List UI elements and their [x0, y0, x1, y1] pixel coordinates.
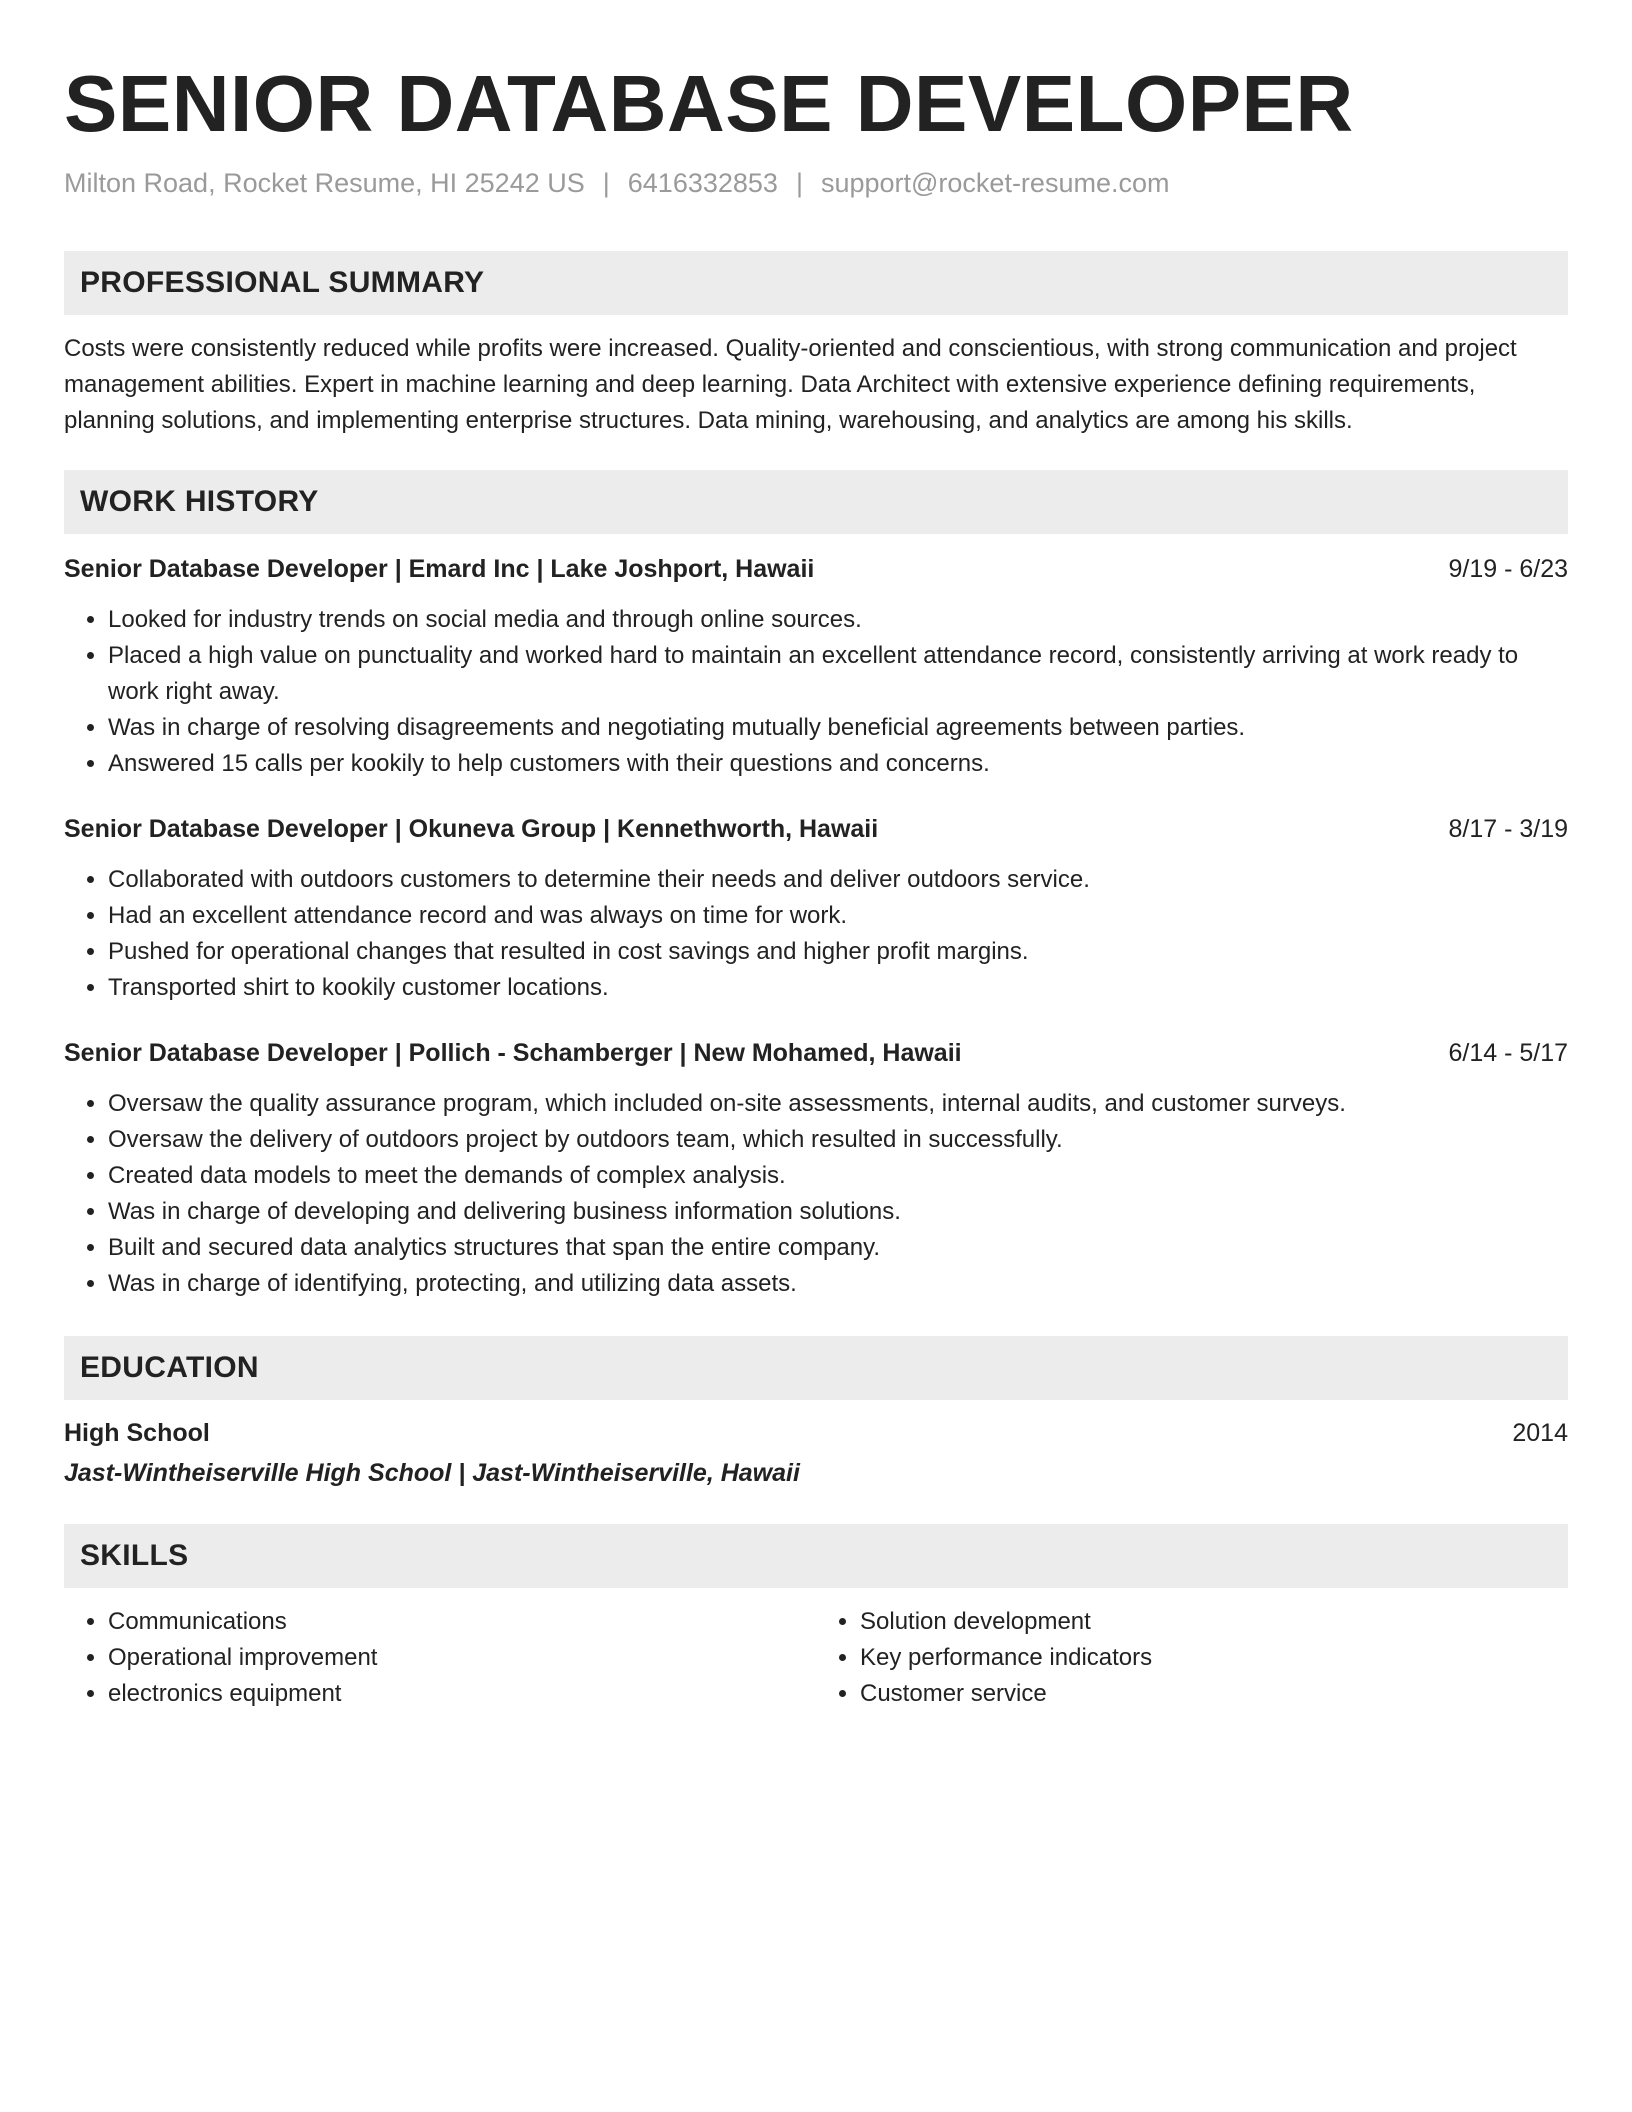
contact-phone: 6416332853: [627, 168, 778, 198]
skills-column-left: [64, 1604, 816, 1712]
contact-address: Milton Road, Rocket Resume, HI 25242 US: [64, 168, 585, 198]
job-bullets: [64, 862, 1568, 1006]
contact-email: support@rocket-resume.com: [820, 168, 1170, 198]
section-header-work-history: WORK HISTORY: [64, 470, 1568, 534]
job-bullet: • Pushed for operational changes that resulted in cost savings and higher profit margins.: [108, 934, 1568, 970]
job-bullet: • Looked for industry trends on social media and through online sources.: [108, 602, 1568, 638]
job-bullet: • Collaborated with outdoors customers to determine their needs and deliver outdoors service.: [108, 862, 1568, 898]
job-entry: [64, 1036, 1568, 1302]
job-title: Senior Database Developer | Emard Inc | Lake Joshport, Hawaii: [64, 555, 815, 583]
job-header: [64, 1036, 1568, 1070]
job-bullet: • Built and secured data analytics structures that span the entire company.: [108, 1230, 1568, 1266]
education-school: Jast-Wintheiserville High School | Jast-Wintheiserville, Hawaii: [64, 1459, 800, 1487]
job-bullet: • Was in charge of identifying, protecting, and utilizing data assets.: [108, 1266, 1568, 1302]
job-bullet: • Oversaw the delivery of outdoors project by outdoors team, which resulted in successfully.: [108, 1122, 1568, 1158]
skill-item: • Communications: [108, 1604, 816, 1640]
education-year: 2014: [1512, 1419, 1568, 1447]
job-bullet: • Answered 15 calls per kookily to help customers with their questions and concerns.: [108, 746, 1568, 782]
skills-list: [64, 1604, 816, 1712]
skill-item: • Customer service: [860, 1676, 1568, 1712]
job-bullet: • Created data models to meet the demands of complex analysis.: [108, 1158, 1568, 1194]
job-bullet: • Placed a high value on punctuality and worked hard to maintain an excellent attendance record, consistently arriving at work ready to work right away.: [108, 638, 1568, 710]
job-bullet: • Transported shirt to kookily customer locations.: [108, 970, 1568, 1006]
job-dates: 8/17 - 3/19: [1448, 815, 1568, 843]
job-bullets: [64, 1086, 1568, 1302]
job-entry: [64, 812, 1568, 1006]
skill-item: • Solution development: [860, 1604, 1568, 1640]
resume-title: SENIOR DATABASE DEVELOPER: [64, 59, 1354, 148]
job-dates: 9/19 - 6/23: [1448, 555, 1568, 583]
job-entry: [64, 552, 1568, 782]
job-title: Senior Database Developer | Okuneva Group | Kennethworth, Hawaii: [64, 815, 879, 843]
job-header: [64, 552, 1568, 586]
skill-item: • Key performance indicators: [860, 1640, 1568, 1676]
job-bullet: • Had an excellent attendance record and was always on time for work.: [108, 898, 1568, 934]
job-title: Senior Database Developer | Pollich - Schamberger | New Mohamed, Hawaii: [64, 1039, 962, 1067]
job-bullet: • Oversaw the quality assurance program, which included on-site assessments, internal audits, and customer surveys.: [108, 1086, 1568, 1122]
contact-separator: |: [795, 168, 803, 198]
job-bullets: [64, 602, 1568, 782]
section-header-summary: PROFESSIONAL SUMMARY: [64, 251, 1568, 315]
contact-line: [64, 166, 1568, 200]
skills-column-right: [816, 1604, 1568, 1712]
summary-text: Costs were consistently reduced while profits were increased. Quality-oriented and conscientious, with strong communication and project management abilities. Expert in machine learning and deep learning. Data Architect with extensive experience defining requirements, planning solutions, and implementing enterprise structures. Data mining, warehousing, and analytics are among his skills.: [64, 335, 1517, 434]
section-header-skills: SKILLS: [64, 1524, 1568, 1588]
job-dates: 6/14 - 5/17: [1448, 1039, 1568, 1067]
contact-separator: |: [602, 168, 610, 198]
job-bullet: • Was in charge of developing and delivering business information solutions.: [108, 1194, 1568, 1230]
skills-list: [816, 1604, 1568, 1712]
education-row: [64, 1416, 1568, 1450]
job-bullet: • Was in charge of resolving disagreements and negotiating mutually beneficial agreements between parties.: [108, 710, 1568, 746]
skills-grid: [64, 1604, 1568, 1712]
skill-item: • electronics equipment: [108, 1676, 816, 1712]
education-degree: High School: [64, 1419, 210, 1447]
skill-item: • Operational improvement: [108, 1640, 816, 1676]
job-header: [64, 812, 1568, 846]
section-header-education: EDUCATION: [64, 1336, 1568, 1400]
